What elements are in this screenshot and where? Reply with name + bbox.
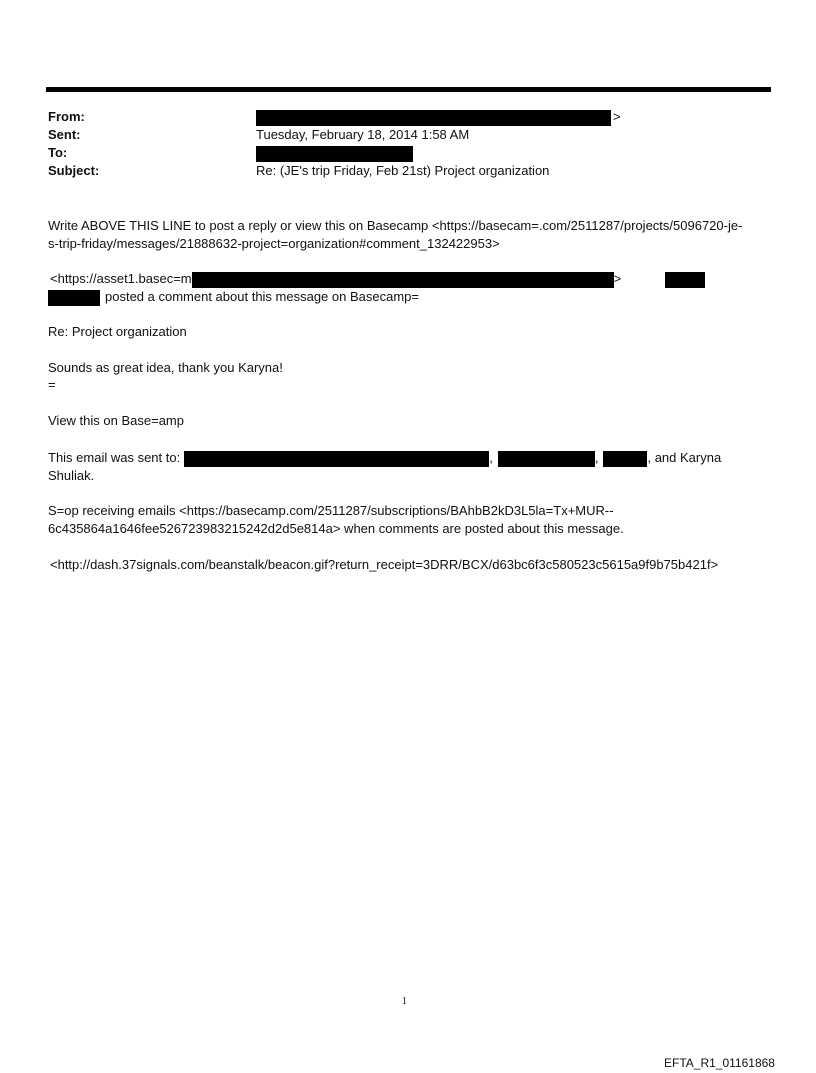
stop-receiving-line-2: 6c435864a1646fee526723983215242d2d5e814a> when comments are posted about this message.: [48, 521, 624, 536]
to-value: [256, 144, 413, 162]
redaction-block: [192, 272, 614, 288]
asset-line: [50, 270, 705, 288]
re-line: Re: Project organization: [48, 324, 187, 339]
and-karyna: , and Karyna: [647, 450, 722, 465]
subject-row: [48, 162, 768, 180]
sent-label: Sent:: [48, 127, 81, 142]
to-label: To:: [48, 145, 68, 160]
redaction-block: [256, 110, 611, 126]
header-rule: [46, 87, 771, 92]
comment-text: Sounds as great idea, thank you Karyna!: [48, 360, 283, 375]
equals-line: =: [48, 377, 56, 392]
reply-instruction-line-2: s-trip-friday/messages/21888632-project=organization#comment_132422953>: [48, 236, 500, 251]
page-number: 1: [402, 996, 407, 1007]
shuliak-line: Shuliak.: [48, 468, 95, 483]
redaction-block: [665, 272, 705, 288]
redaction-block: [48, 290, 100, 306]
from-value: [256, 108, 621, 126]
redaction-block: [184, 451, 489, 467]
posted-comment-text: posted a comment about this message on Basecamp=: [105, 289, 419, 304]
asset-suffix: >: [613, 271, 622, 286]
subject-label: Subject:: [48, 163, 100, 178]
subject-value: Re: (JE's trip Friday, Feb 21st) Project organization: [256, 163, 550, 178]
sent-value: Tuesday, February 18, 2014 1:58 AM: [256, 127, 470, 142]
comma: ,: [594, 450, 599, 465]
to-row: [48, 144, 768, 162]
beacon-link: <http://dash.37signals.com/beanstalk/beacon.gif?return_receipt=3DRR/BCX/d63bc6f3c580523c5615a9f9b75b421f>: [50, 557, 719, 572]
redaction-block: [603, 451, 647, 467]
from-suffix: >: [613, 109, 621, 124]
posted-line: [48, 288, 419, 306]
redaction-block: [498, 451, 595, 467]
sent-to-prefix: This email was sent to:: [48, 450, 181, 465]
view-on-basecamp-link[interactable]: View this on Base=amp: [48, 413, 184, 428]
stop-receiving-line-1[interactable]: S=op receiving emails <https://basecamp.com/2511287/subscriptions/BAhbB2kD3L5la=Tx+MUR--: [48, 503, 614, 518]
comma: ,: [489, 450, 493, 465]
sent-row: [48, 126, 768, 144]
redaction-block: [256, 146, 413, 162]
from-row: [48, 108, 768, 126]
document-id: EFTA_R1_01161868: [664, 1056, 775, 1070]
asset-prefix: <https://asset1.basec=m: [50, 271, 192, 286]
reply-instruction-line-1: Write ABOVE THIS LINE to post a reply or view this on Basecamp <https://basecam=.com/2511287/projects/5096720-je-: [48, 218, 743, 233]
from-label: From:: [48, 109, 85, 124]
sent-to-line: [48, 449, 721, 467]
